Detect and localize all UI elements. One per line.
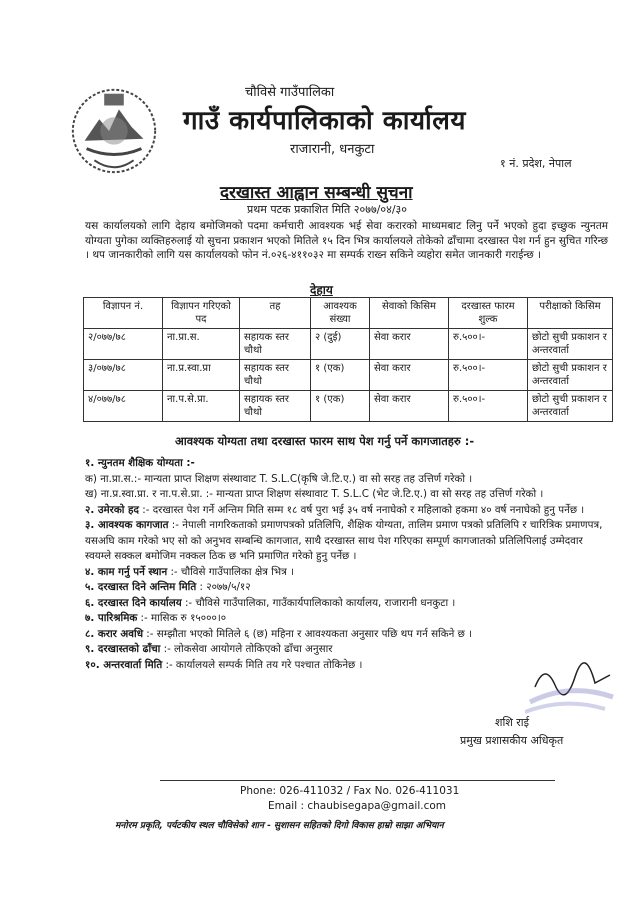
item-label: ४. काम गर्नु पर्ने स्थान xyxy=(85,565,168,578)
publish-date: प्रथम पटक प्रकाशित मिति २०७७/०४/३० xyxy=(247,203,407,216)
item-text: : २०७७/५/१२ xyxy=(196,581,251,593)
municipality-name: चौविसे गाउँपालिका xyxy=(245,85,335,100)
table-row xyxy=(84,391,613,422)
col-post: विज्ञापन गरिएको पद xyxy=(163,298,240,329)
list-item xyxy=(85,518,610,565)
item-label: ६. दरखास्त दिने कार्यालय xyxy=(85,596,182,609)
item-label: ८. करार अवधि xyxy=(85,627,144,640)
table-header-row xyxy=(84,298,613,329)
col-ad-number: विज्ञापन नं. xyxy=(84,298,163,329)
item-label: १०. अन्तरवार्ता मिति xyxy=(85,658,163,671)
table-caption: देहाय xyxy=(310,283,333,297)
col-fee: दरखास्त फारम शुल्क xyxy=(449,298,528,329)
item-label: ३. आवश्यक कागजात xyxy=(85,519,169,531)
government-emblem-icon xyxy=(65,80,163,178)
col-service-type: सेवाको किसिम xyxy=(370,298,449,329)
cell-fee: रु.५००।- xyxy=(449,329,528,360)
item-label: १. न्युनतम शैक्षिक योग्यता :- xyxy=(85,457,195,469)
requirements-title: आवश्यक योग्यता तथा दरखास्त फारम साथ पेश गर्नु पर्ने कागजातहरु :- xyxy=(175,434,475,448)
cell-ad-number: २/०७७/७८ xyxy=(84,329,163,360)
cell-exam-type: छोटो सुची प्रकाशन र अन्तरवार्ता xyxy=(528,360,613,391)
cell-count: १ (एक) xyxy=(311,391,370,422)
item-text: :- दरखास्त पेश गर्ने अन्तिम मिति सम्म १८ वर्ष पुरा भई ३५ वर्ष ननाघेको र महिलाको हकमा ४० वर्ष ननाघेको हुनु पर्नेछ । xyxy=(138,503,585,516)
signature-stamp-icon xyxy=(525,657,615,715)
notice-title: दरखास्त आह्वान सम्बन्धी सुचना xyxy=(220,183,413,203)
signatory-name: शशि राई xyxy=(495,716,530,729)
footer-phone: Phone: 026-411032 / Fax No. 026-411031 xyxy=(240,785,460,797)
list-item xyxy=(85,596,610,612)
list-item xyxy=(85,472,610,488)
item-label: ९. दरखास्तको ढाँचा xyxy=(85,643,161,655)
item-text: क) ना.प्रा.स.:- मान्यता प्राप्त शिक्षण संस्थावाट T. S.L.C(कृषि जे.टि.ए.) वा सो सरह तह उत्तिर्ण गरेको । xyxy=(85,472,473,485)
item-text: :- नेपाली नागरिकताको प्रमाणपत्रको प्रतिलिपि, शैक्षिक योग्यता, तालिम प्रमाण पत्रको प्रतिलिपि र चारित्रिक प्रमाणपत्र, यसअघि काम गरेको भए सो को अनुभव सम्बन्धि कागजात, साथै दरखास्त साथ पेश गरिएका सम्पूर्ण कागजातको प्रतिलिपिलाई उम्मेदवार स्वयम्ले सक्कल बमोजिम नक्कल ठिक छ भनि प्रमाणित गरेको हुनु पर्नेछ । xyxy=(85,519,603,562)
list-item xyxy=(85,627,610,643)
item-text: :- चौविसे गाउँपालिका, गाउँकार्यपालिकाको कार्यालय, राजारानी धनकुटा । xyxy=(181,596,456,609)
cell-count: २ (दुई) xyxy=(311,329,370,360)
table-row xyxy=(84,360,613,391)
cell-service-type: सेवा करार xyxy=(370,360,449,391)
cell-post: ना.प्र.स्वा.प्रा xyxy=(163,360,240,391)
cell-service-type: सेवा करार xyxy=(370,329,449,360)
list-item xyxy=(85,503,610,519)
footer-divider xyxy=(160,780,555,781)
cell-post: ना.प.से.प्रा. xyxy=(163,391,240,422)
cell-exam-type: छोटो सुची प्रकाशन र अन्तरवार्ता xyxy=(528,391,613,422)
col-count: आवश्यक संख्या xyxy=(311,298,370,329)
cell-ad-number: ३/०७७/७८ xyxy=(84,360,163,391)
item-text: :- कार्यालयले सम्पर्क मिति तय गरे पश्चात तोकिनेछ । xyxy=(162,658,363,671)
cell-post: ना.प्रा.स. xyxy=(163,329,240,360)
cell-exam-type: छोटो सुची प्रकाशन र अन्तरवार्ता xyxy=(528,329,613,360)
cell-level: सहायक स्तर चौथो xyxy=(240,329,311,360)
list-item xyxy=(85,565,610,581)
province-label: १ नं. प्रदेश, नेपाल xyxy=(500,157,572,170)
item-text: :- सम्झौता भएको मितिले ६ (छ) महिना र आवश्यकता अनुसार पछि थप गर्न सकिने छ । xyxy=(143,627,472,640)
col-level: तह xyxy=(240,298,311,329)
item-label: २. उमेरको हद xyxy=(85,503,139,516)
cell-level: सहायक स्तर चौथो xyxy=(240,391,311,422)
intro-paragraph: यस कार्यालयको लागि देहाय बमोजिमको पदमा कर्मचारी आवश्यक भई सेवा करारको माध्यमबाट लिनु पर्ने भएको हुदा इच्छुक न्युनतम योग्यता पुगेका व्यक्तिहरुलाई यो सुचना प्रकाशन भएको मितिले १५ दिन भित्र कार्यालयले तोकेको ढाँचामा दरखास्त पेश गर्न हुन सुचित गरिन्छ । थप जानकारीको लागि यस कार्यालयको फोन नं.०२६-४११०३२ मा सम्पर्क राख्न सकिने व्यहोरा समेत जानकारी गराईन्छ । xyxy=(85,220,608,261)
item-label: ७. पारिश्रमिक xyxy=(85,612,138,624)
cell-level: सहायक स्तर चौथो xyxy=(240,360,311,391)
cell-fee: रु.५००।- xyxy=(449,391,528,422)
requirements-list xyxy=(85,456,610,673)
item-text: ख) ना.प्र.स्वा.प्रा. र ना.प.से.प्रा. :- मान्यता प्राप्त शिक्षण संस्थावाट T. S.L.C (भेट जे.टि.ए.) वा सो सरह तह उत्तिर्ण गरेको । xyxy=(85,488,544,500)
item-label: ५. दरखास्त दिने अन्तिम मिति xyxy=(85,581,197,593)
cell-ad-number: ४/०७७/७८ xyxy=(84,391,163,422)
list-item xyxy=(85,611,610,627)
item-text: :- चौविसे गाउँपालिका क्षेत्र भित्र । xyxy=(167,565,294,578)
table-row xyxy=(84,329,613,360)
list-item xyxy=(85,642,610,658)
list-item xyxy=(85,487,610,503)
list-item xyxy=(85,456,610,472)
item-text: :- लोकसेवा आयोगले तोकिएको ढाँचा अनुसार xyxy=(160,643,333,655)
col-exam-type: परीक्षाको किसिम xyxy=(528,298,613,329)
vacancy-table xyxy=(83,297,613,422)
cell-fee: रु.५००।- xyxy=(449,360,528,391)
signatory-title: प्रमुख प्रशासकीय अधिकृत xyxy=(460,734,564,747)
cell-service-type: सेवा करार xyxy=(370,391,449,422)
item-text: :- मासिक रु १५०००।० xyxy=(137,612,227,624)
footer-slogan: मनोरम प्रकृति, पर्यटकीय स्थल चौविसेको शान - सुशासन सहितको दिगो विकास हाम्रो साझा अभियान xyxy=(115,821,444,831)
cell-count: १ (एक) xyxy=(311,360,370,391)
office-address: राजारानी, धनकुटा xyxy=(290,142,375,157)
footer-email: Email : chaubisegapa@gmail.com xyxy=(268,800,446,812)
list-item xyxy=(85,580,610,596)
office-title: गाउँ कार्यपालिकाको कार्यालय xyxy=(183,106,466,136)
